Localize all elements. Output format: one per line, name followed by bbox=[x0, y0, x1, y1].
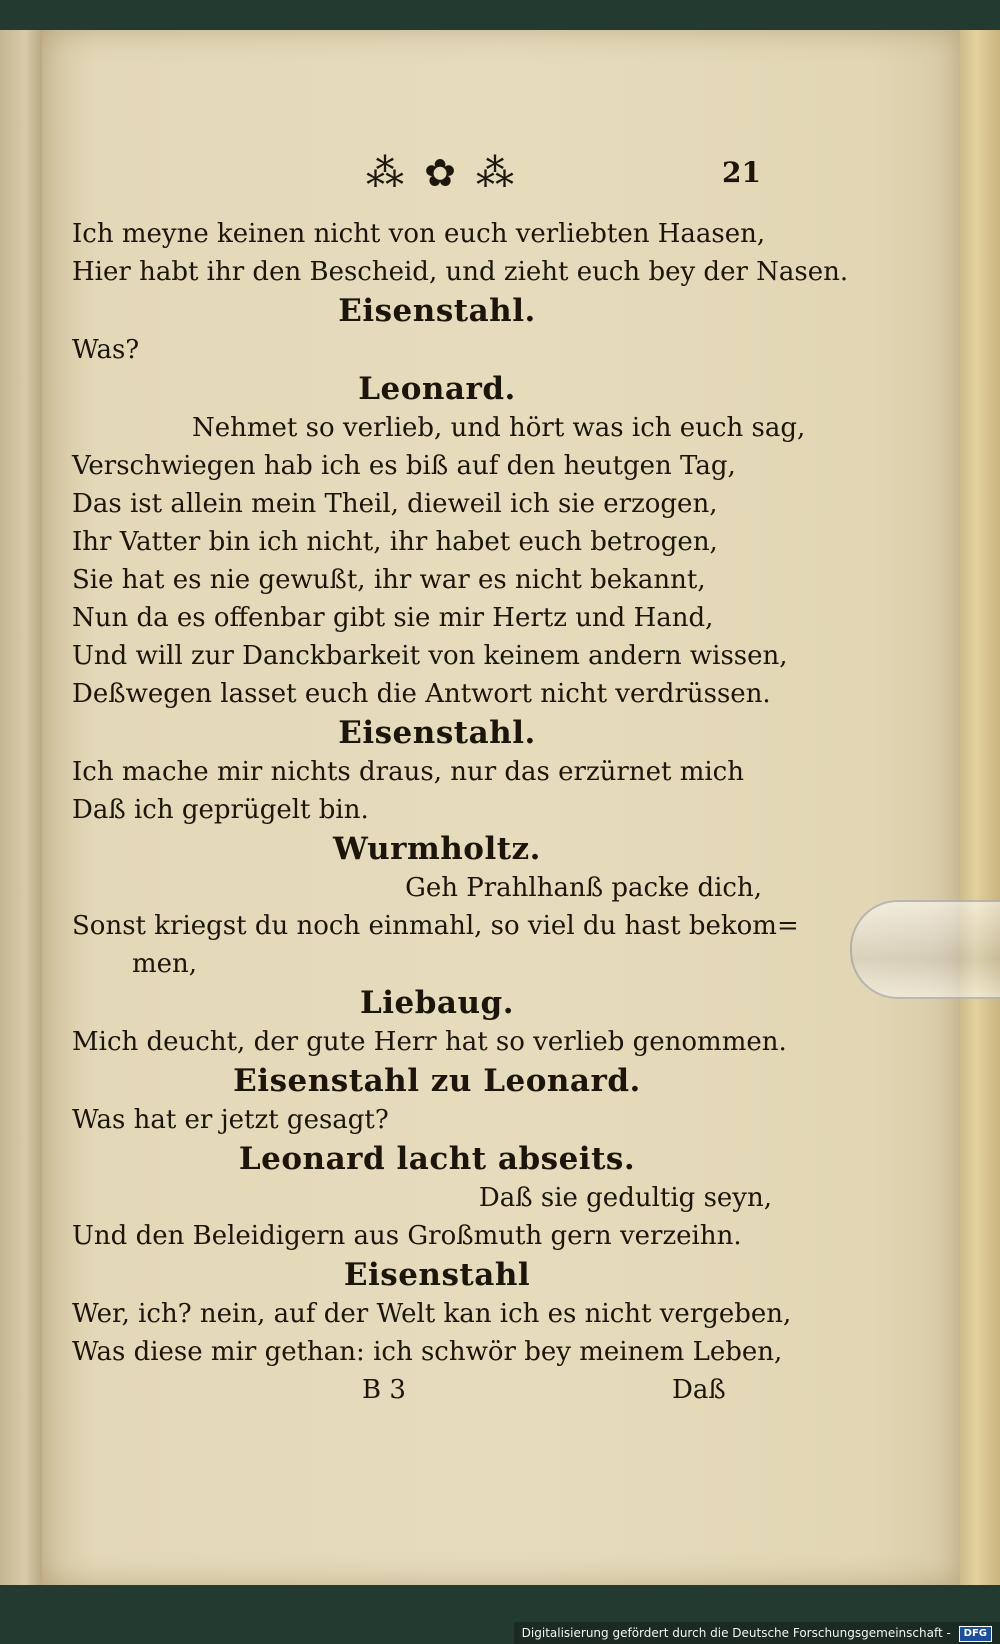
speaker-heading: Eisenstahl zu Leonard. bbox=[233, 1063, 641, 1099]
page-edge-strip bbox=[960, 30, 1000, 1585]
speaker-heading: Liebaug. bbox=[359, 985, 515, 1021]
speaker-heading: Wurmholtz. bbox=[333, 831, 541, 867]
speaker-heading: Eisenstahl. bbox=[338, 715, 536, 751]
verse-line: Hier habt ihr den Bescheid, und zieht euch bey der Nasen. bbox=[72, 257, 849, 287]
verse-line: Mich deucht, der gute Herr hat so verlieb genommen. bbox=[72, 1027, 787, 1057]
verse-line: Sie hat es nie gewußt, ihr war es nicht bekannt, bbox=[72, 565, 706, 595]
facing-page-edge bbox=[0, 30, 42, 1585]
signature-mark: B 3 bbox=[362, 1375, 406, 1405]
verse-line: Verschwiegen hab ich es biß auf den heutgen Tag, bbox=[72, 451, 736, 481]
page-text bbox=[72, 215, 849, 1409]
verse-line: men, bbox=[132, 949, 198, 979]
verse-line: Und will zur Danckbarkeit von keinem andern wissen, bbox=[72, 641, 788, 671]
verse-line: Daß sie gedultig seyn, bbox=[478, 1183, 772, 1213]
book-page bbox=[42, 30, 960, 1585]
verse-line: Nun da es offenbar gibt sie mir Hertz und Hand, bbox=[72, 603, 714, 633]
verse-line: Das ist allein mein Theil, dieweil ich sie erzogen, bbox=[72, 489, 718, 519]
digitization-credit bbox=[514, 1622, 1000, 1644]
speaker-heading: Eisenstahl bbox=[343, 1257, 531, 1293]
verse-line: Nehmet so verlieb, und hört was ich euch sag, bbox=[192, 413, 806, 443]
page-number: 21 bbox=[722, 156, 761, 189]
verse-line: Deßwegen lasset euch die Antwort nicht verdrüssen. bbox=[72, 679, 771, 709]
catchword: Daß bbox=[672, 1375, 726, 1405]
page-header bbox=[42, 148, 960, 198]
header-ornament: ⁂ ✿ ⁂ bbox=[366, 151, 518, 195]
glass-weight-clip bbox=[850, 900, 1000, 999]
verse-line: Was diese mir gethan: ich schwör bey meinem Leben, bbox=[72, 1337, 783, 1367]
verse-line: Ich meyne keinen nicht von euch verliebten Haasen, bbox=[72, 219, 766, 249]
verse-line: Geh Prahlhanß packe dich, bbox=[405, 873, 762, 903]
speaker-heading: Leonard lacht abseits. bbox=[238, 1141, 636, 1177]
verse-line: Daß ich geprügelt bin. bbox=[72, 795, 369, 825]
speaker-heading: Eisenstahl. bbox=[338, 293, 536, 329]
verse-line: Was? bbox=[72, 335, 140, 365]
verse-line: Und den Beleidigern aus Großmuth gern verzeihn. bbox=[72, 1221, 742, 1251]
verse-line: Was hat er jetzt gesagt? bbox=[72, 1105, 389, 1135]
speaker-heading: Leonard. bbox=[358, 371, 516, 407]
page-footer-line bbox=[72, 1371, 802, 1409]
verse-line: Sonst kriegst du noch einmahl, so viel du hast bekom= bbox=[72, 911, 799, 941]
dfg-logo: DFG bbox=[959, 1626, 992, 1642]
verse-line: Wer, ich? nein, auf der Welt kan ich es nicht vergeben, bbox=[72, 1299, 792, 1329]
credit-text: Digitalisierung gefördert durch die Deutsche Forschungsgemeinschaft - bbox=[521, 1626, 951, 1640]
verse-line: Ihr Vatter bin ich nicht, ihr habet euch betrogen, bbox=[72, 527, 718, 557]
verse-line: Ich mache mir nichts draus, nur das erzürnet mich bbox=[72, 757, 744, 787]
